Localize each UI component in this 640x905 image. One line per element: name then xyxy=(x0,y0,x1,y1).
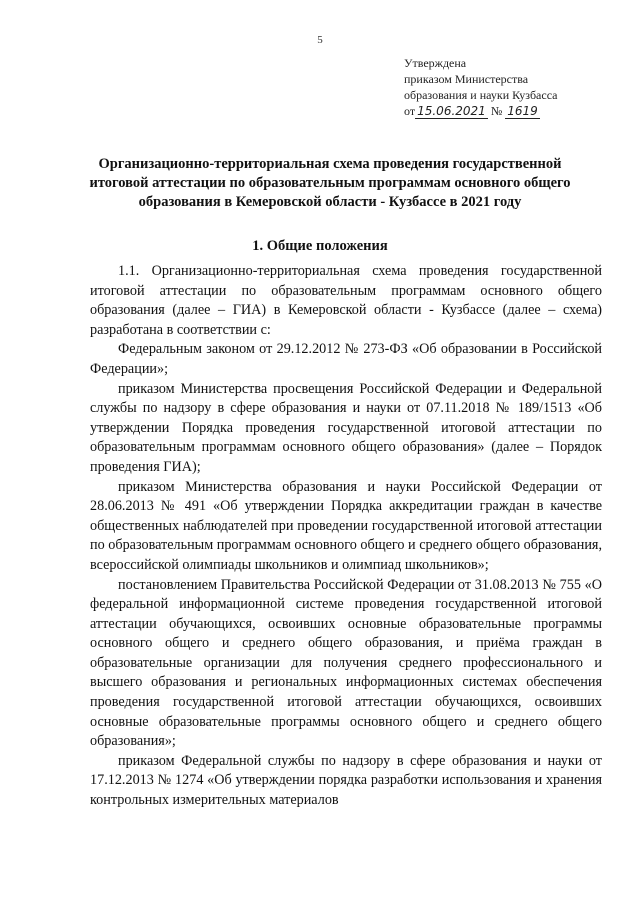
approval-line-2: приказом Министерства xyxy=(404,72,529,86)
paragraph: Федеральным законом от 29.12.2012 № 273-ФЗ «Об образовании в Российской Федерации»; xyxy=(90,341,602,377)
number-prefix: № xyxy=(490,104,503,118)
page-number: 5 xyxy=(317,34,323,46)
paragraph: постановлением Правительства Российской Федерации от 31.08.2013 № 755 «О федеральной информационной системе проведения государственной итоговой аттестации обучающихся, освоивших основные образовательные программы основного общего и среднего общего образования, и приёма граждан в образовательные организации для получения среднего профессионального и высшего образования и региональных информационных системах обеспечения проведения государственной итоговой аттестации обучающихся, освоивших основные образовательные программы основного общего и среднего общего образования»; xyxy=(90,576,602,750)
date-prefix: от xyxy=(404,104,416,118)
paragraph: приказом Министерства просвещения Российской Федерации и Федеральной службы по надзору в сфере образования и науки от 07.11.2018 № 189/1513 «Об утверждении Порядка проведения государственной итоговой аттестации по образовательным программам основного общего образования» (далее – Порядок проведения ГИА); xyxy=(90,380,602,475)
approval-line-3: образования и науки Кузбасса xyxy=(404,88,558,102)
approval-line-1: Утверждена xyxy=(404,56,467,70)
paragraph: 1.1. Организационно-территориальная схема проведения государственной итоговой аттестации по образовательным программам основного общего образования (далее – ГИА) в Кемеровской области - Кузбассе (далее – схема) разработана в соответствии с: xyxy=(90,263,602,338)
approval-stamp xyxy=(404,55,614,119)
paragraph: приказом Министерства образования и науки Российской Федерации от 28.06.2013 № 491 «Об утверждении Порядка аккредитации граждан в качестве общественных наблюдателей при проведении государственной итоговой аттестации по образовательным программам основного общего и среднего общего образования, всероссийской олимпиады школьников и олимпиад школьников»; xyxy=(90,478,602,573)
body-text xyxy=(90,262,602,811)
paragraph: приказом Федеральной службы по надзору в сфере образования и науки от 17.12.2013 № 1274 «Об утверждении порядка разработки использования и хранения контрольных измерительных материалов xyxy=(90,752,602,809)
document-title: Организационно-территориальная схема проведения государственной итоговой аттестации по образовательным программам основного общего образования в Кемеровской области - Кузбассе в 2021 году xyxy=(89,156,571,210)
approval-date-line xyxy=(404,103,614,119)
section-heading: 1. Общие положения xyxy=(252,238,388,254)
approval-number: 1619 xyxy=(507,104,538,118)
approval-date: 15.06.2021 xyxy=(417,104,486,118)
